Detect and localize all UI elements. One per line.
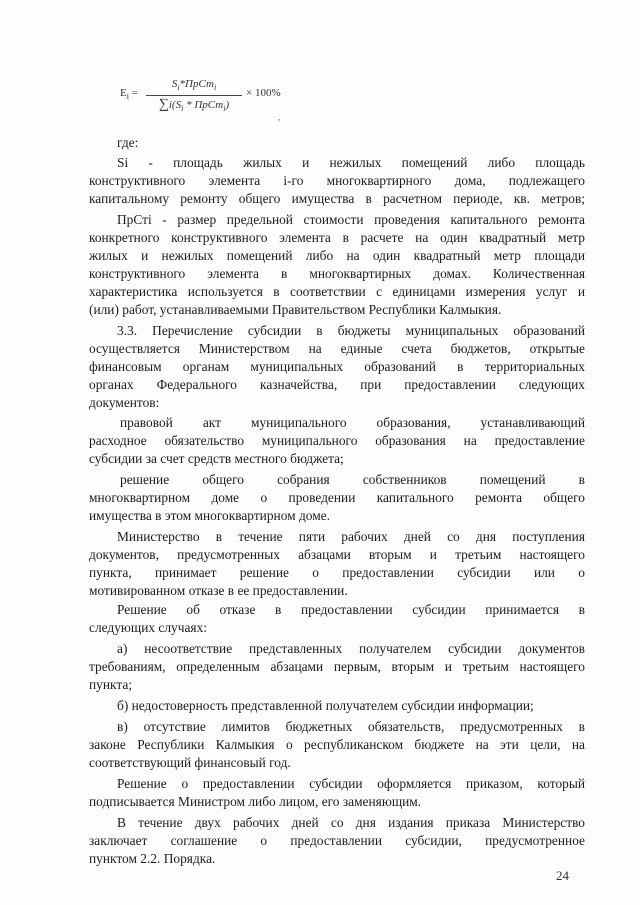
text-line: документов, предусмотренных абзацами вторым и третьим настоящего [89,547,585,562]
text-line: Решение о предоставлении субсидии оформляется приказом, который [117,776,585,791]
text-line: документов: [89,395,160,410]
text-line: финансовым органам муниципальных образований в территориальных [89,359,585,374]
text-line: 3.3. Перечисление субсидии в бюджеты муниципальных образований [117,323,585,338]
formula-mark: , [278,112,281,122]
text-line: осуществляется Министерством на единые счета бюджетов, открытые [89,341,585,356]
text-line: субсидии за счет средств местного бюджета; [89,451,344,466]
text-line: б) недостоверность представленной получателем субсидии информации; [117,698,534,713]
text-line: расходное обязательство муниципального образования на предоставление [89,433,585,448]
text-line: мотивированном отказе в ее предоставлении. [89,583,348,598]
fraction-bar [146,95,242,96]
formula-denominator: $\sum i(S_i$ * ПрСт$_i$) [158,97,230,114]
formula-fraction [146,78,242,115]
text-line: В течение двух рабочих дней со дня издания приказа Министерство [117,815,585,830]
text-line: требованиям, определенным абзацами первым, вторым и третьим настоящего [89,659,585,674]
text-line: законе Республики Калмыкия о республиканском бюджете на эти цели, на [89,737,585,752]
text-line: конструктивного элемента в многоквартирных домах. Количественная [89,266,585,281]
text-line: заключает соглашение о предоставлении субсидии, предусмотренное [89,833,585,848]
text-line: пункта, принимает решение о предоставлении субсидии или о [89,565,585,580]
text-line: в) отсутствие лимитов бюджетных обязательств, предусмотренных в [117,719,585,734]
text-line: имущества в этом многоквартирном доме. [89,508,330,523]
text-line: ПрСтi - размер предельной стоимости проведения капитального ремонта [117,212,585,227]
text-line: многоквартирном доме о проведении капитального ремонта общего [89,490,585,505]
text-line: пункта; [89,677,133,692]
text-line: где: [117,135,139,150]
page-number: 24 [556,868,569,883]
text-line: органах Федерального казначейства, при предоставлении следующих [89,377,585,392]
text-line: Si - площадь жилых и нежилых помещений либо площадь [117,155,585,170]
text-line: капитальному ремонту общего имущества в расчетном периоде, кв. метров; [89,191,585,206]
text-line: соответствующий финансовый год. [89,755,291,770]
text-line: пунктом 2.2. Порядка. [89,851,216,866]
formula-lhs: $E_i$ = [120,87,138,102]
text-line: правовой акт муниципального образования, устанавливающий [120,415,585,430]
text-line: Министерство в течение пяти рабочих дней со дня поступления [117,529,585,544]
text-line: следующих случаях: [89,620,207,635]
text-line: жилых и нежилых помещений либо на один квадратный метр площади [89,248,585,263]
text-line: конкретного конструктивного элемента в расчете на один квадратный метр [89,230,585,245]
formula-numerator: $S_i*ПрСт_i$ [171,78,217,93]
formula-multiplier: × 100% [246,87,281,99]
text-line: Решение об отказе в предоставлении субсидии принимается в [117,602,585,617]
text-line: (или) работ, устанавливаемыми Правительством Республики Калмыкия. [89,302,502,317]
text-line: подписывается Министром либо лицом, его заменяющим. [89,794,422,809]
text-line: конструктивного элемента i-го многоквартирного дома, подлежащего [89,173,585,188]
text-line: характеристика используется в соответствии с единицами измерения услуг и [89,284,585,299]
text-line: решение общего собрания собственников помещений в [120,472,585,487]
text-line: а) несоответствие представленных получателем субсидии документов [117,641,585,656]
